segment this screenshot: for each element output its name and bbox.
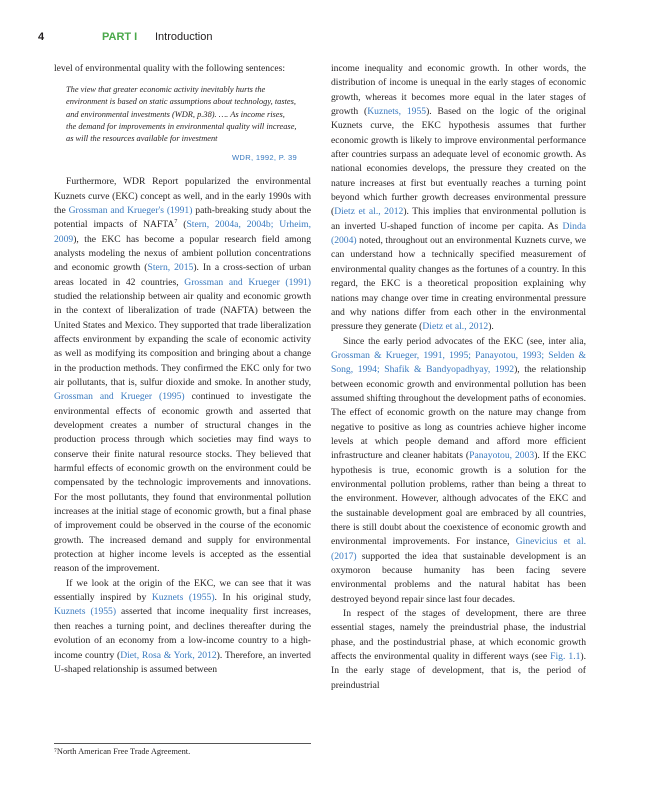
text: path-breaking study about the potential impacts of NAFTA [54, 204, 311, 231]
citation-link[interactable]: Grossman and Krueger (1991) [184, 276, 311, 288]
text: ). [488, 321, 494, 333]
chapter-title: Introduction [155, 31, 213, 43]
citation-link[interactable]: Dietz et al., 2012 [334, 206, 404, 218]
quote-source: WDR, 1992, P. 39 [231, 152, 297, 162]
text: In respect of the stages of development, there are three essential stages, namely the preindustrial phase, the industrial phase, and the postindustrial phase, at which economic growth affects the environmental quality in different ways (see [331, 608, 586, 663]
text: ), the EKC has become a popular research field among analysts modeling the nexus of ambient pollution concentrations and economic growth ( [54, 233, 311, 274]
paragraph [54, 175, 311, 577]
paragraph [331, 335, 586, 608]
text: asserted that income inequality first increases, then reaches a turning point, and declines thereafter during the evolution of an economy from a low-income country to a high-income country ( [54, 606, 311, 661]
text: Since the early period advocates of the EKC (see, inter alia, [343, 335, 586, 347]
right-column [331, 62, 586, 693]
text: ). This implies that environmental pollution is an inverted U-shaped function of income per capita. As [331, 206, 586, 232]
text: ( [177, 219, 187, 231]
citation-link[interactable]: Dietz et al., 2012 [422, 321, 489, 333]
paragraph [54, 577, 311, 677]
left-column [54, 62, 311, 677]
page-number: 4 [38, 31, 45, 43]
citation-link[interactable]: Kuznets (1955) [151, 592, 215, 604]
text: Furthermore, WDR Report popularized the environmental Kuznets curve (EKC) concept as well, and in the early 1990s with the [54, 176, 311, 216]
footnote: ⁷North American Free Trade Agreement. [54, 747, 191, 756]
text: supported the idea that sustainable development is an oxymoron because humanity has been facing severe environmental problems and the natural habitat has been destroyed beyond repair since last four decades. [331, 550, 586, 605]
citation-link[interactable]: Panayotou, 2003 [469, 450, 535, 462]
citation-link[interactable]: Grossman and Krueger (1995) [54, 391, 185, 403]
text: ). In a cross-section of urban areas located in 42 countries, [54, 262, 311, 288]
text: ). In the early stage of development, that is, the period of preindustrial [331, 651, 586, 691]
text: studied the relationship between air quality and economic growth in the context of liberalization of trade (NAFTA) between the United States and Mexico. They supported that trade liberalization affects environment by expanding the scale of economic activity as well as modifying its composition and bringing about a change in the production methods. They confirmed the EKC only for two air pollutants, that is, sulfur dioxide and smoke. In another study, [54, 290, 311, 388]
footnote-divider [54, 743, 311, 744]
citation-link[interactable]: Ginevicius et al. (2017) [331, 536, 587, 562]
paragraph [331, 607, 586, 693]
citation-link[interactable]: Kuznets, 1955 [367, 106, 427, 118]
text: ). If the EKC hypothesis is true, economic growth is a solution for the environmental pollution problems, rather than being a threat to the environment. However, although advocates of the EKC and the sustainable development goal are embraced by all countries, there is still doubt about the coexistence of economic growth and environmental improvements. For instance, [331, 450, 586, 548]
citation-link[interactable]: Kuznets (1955) [54, 606, 117, 618]
citation-link[interactable]: Grossman & Krueger, 1991, 1995; Panayotou, 1993; Selden & Song, 1994; Shafik & Bandyopadhyay, 1992 [331, 349, 586, 376]
block-quote: The view that greater economic activity inevitably hurts the environment is based on static assumptions about technology, tastes, and environmental investments (WDR, p.38). …. As income rises, the demand for improvements in environmental quality will increase, as will the resources available for investment [66, 85, 297, 143]
text: ). Based on the logic of the original Kuznets curve, the EKC hypothesis assumes that further economic growth is likely to improve environmental performance after countries surpass an adequate level of economic growth. As national economies develops, the pressure they created on the nature increases at first but eventually reaches a turning point beyond which further growth decreases environmental pressure ( [331, 106, 586, 218]
text: continued to investigate the environmental effects of economic growth and asserted that development creates a number of structural changes in the production process through which societies may find ways to conserve their finite natural resource stocks. They believed that harmful effects of economic growth on the environment could be compensated by the technologic improvements and innovations. For the most pollutants, they found that environmental pollution increases at the initial stage of economic growth, but a final phase of improvement could be observed in the course of the economic growth. The increased demand and supply for environmental protection at higher income levels is accepted as the essential reason of the improvement. [54, 391, 311, 575]
citation-link[interactable]: Dinda (2004) [331, 220, 586, 247]
text: income inequality and economic growth. In other words, the distribution of income is unequal in the early stages of economic growth, whereas it becomes more equal in the later stages of growth ( [331, 63, 586, 118]
intro-paragraph: level of environmental quality with the following sentences: [54, 63, 285, 74]
part-label: PART I [102, 31, 138, 43]
text: noted, throughout out an environmental Kuznets curve, we can understand how a technically specified measurement of environmental quality changes as the fortunes of a country. In this regard, the EKC is a theoretical proposition explaining why nations may change over time in creating environmental pressure and why nations differ from each other in the environmental pressure they generate ( [331, 235, 586, 333]
citation-link[interactable]: Grossman and Krueger's (1991) [68, 204, 193, 216]
citation-link[interactable]: Stern, 2004a, 2004b; Urheim, 2009 [54, 219, 312, 245]
figure-link[interactable]: Fig. 1.1 [550, 651, 581, 663]
text: If we look at the origin of the EKC, we can see that it was essentially inspired by [54, 577, 311, 604]
paragraph [331, 62, 586, 335]
footnote-marker[interactable]: 7 [174, 219, 178, 225]
text: ). Therefore, an inverted U-shaped relationship is assumed between [54, 649, 311, 675]
text: . In his original study, [214, 592, 311, 604]
citation-link[interactable]: Stern, 2015 [147, 262, 194, 274]
text: ), the relationship between economic growth and environmental pollution has been assumed shifting throughout the development paths of economies. The effect of economic growth on the nature may change from negative to positive as long as countries achieve higher income levels at which people demand and afford more efficient infrastructure and cleaner habitats ( [331, 364, 586, 462]
citation-link[interactable]: Diet, Rosa & York, 2012 [120, 649, 217, 661]
